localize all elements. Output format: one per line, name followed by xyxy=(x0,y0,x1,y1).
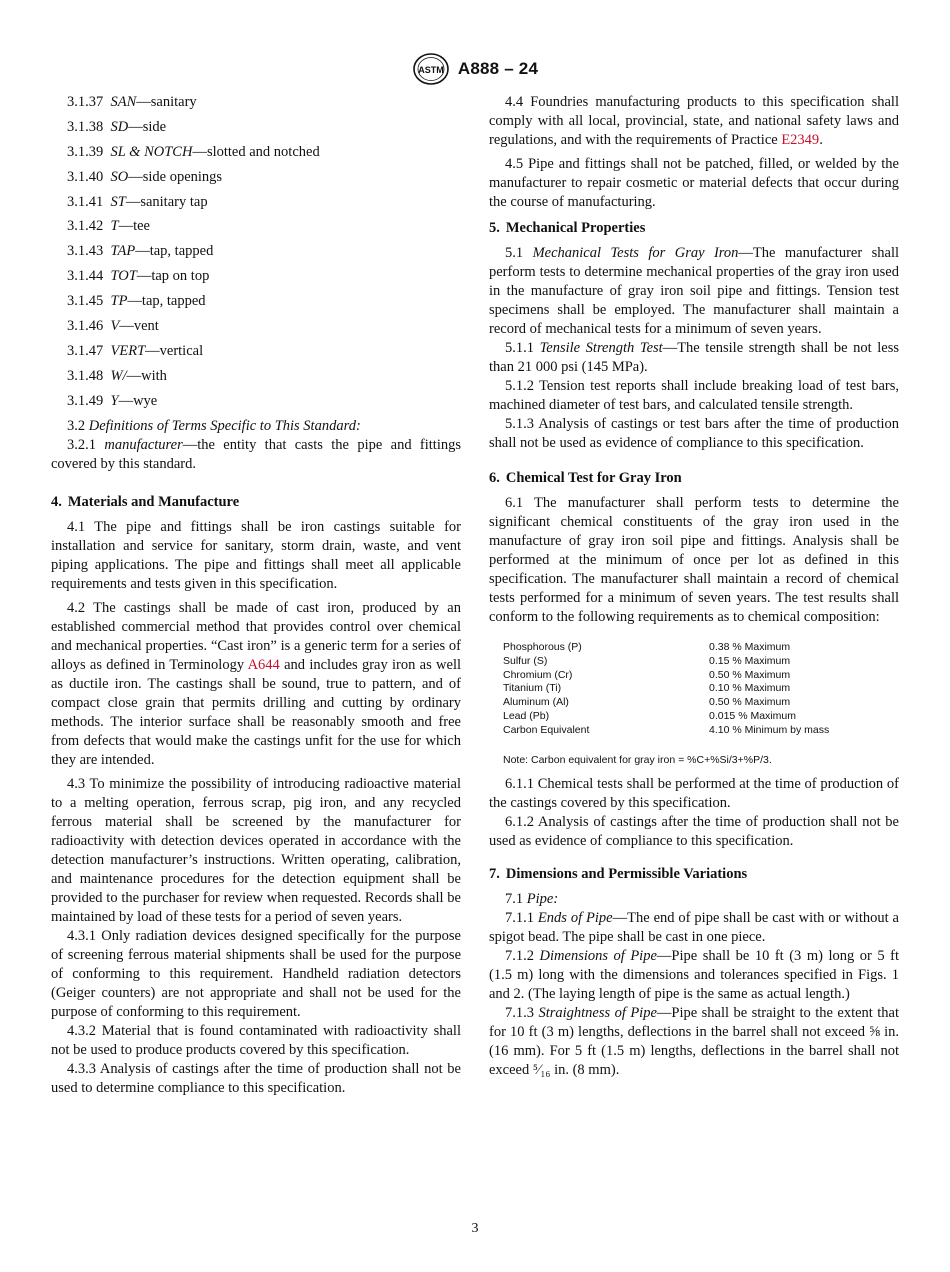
definition-item: 3.1.45 TP—tap, tapped xyxy=(67,293,206,310)
section-7-1: 7.1 Pipe: xyxy=(505,890,559,907)
definition-item: 3.1.43 TAP—tap, tapped xyxy=(67,243,214,260)
element-cell: Chromium (Cr) xyxy=(503,668,573,681)
page-header xyxy=(0,52,950,86)
limit-cell: 0.50 % Maximum xyxy=(709,696,791,709)
left-column xyxy=(51,93,461,1098)
table-row xyxy=(503,669,829,683)
section-4-1: 4.1 The pipe and fittings shall be iron castings suitable for installation and service for sanitary, storm drain, waste, and vent piping applications. The pipe and fittings shall meet all applicable requirements and tests given in this specification. xyxy=(51,518,461,592)
svg-text:ASTM: ASTM xyxy=(418,65,444,75)
limit-cell: 0.50 % Maximum xyxy=(709,668,791,681)
section-5-heading: 5. Mechanical Properties xyxy=(489,220,646,236)
element-cell: Aluminum (Al) xyxy=(503,696,569,709)
section-5-1-3: 5.1.3 Analysis of castings or test bars after the time of production shall not be used as evidence of compliance to this specification. xyxy=(489,416,899,451)
section-4-5: 4.5 Pipe and fittings shall not be patched, filled, or welded by the manufacturer to repair cosmetic or material defects that occur during the course of manufacturing. xyxy=(489,156,899,210)
section-3-2: 3.2 Definitions of Terms Specific to This Standard: xyxy=(67,417,361,434)
element-cell: Lead (Pb) xyxy=(503,709,550,722)
limit-cell: 4.10 % Minimum by mass xyxy=(709,723,830,736)
table-row xyxy=(503,696,829,710)
table-row xyxy=(503,710,829,724)
limit-cell: 0.38 % Maximum xyxy=(709,641,791,653)
limit-cell: 0.10 % Maximum xyxy=(709,682,791,695)
section-6-heading: 6. Chemical Test for Gray Iron xyxy=(489,470,682,486)
carbon-equivalent-note: Note: Carbon equivalent for gray iron = %C+%Si/3+%P/3. xyxy=(503,753,772,766)
section-4-4: 4.4 Foundries manufacturing products to this specification shall comply with all local, provincial, state, and national safety laws and regulations, and with the requirements of Practice E2349. xyxy=(489,94,899,148)
section-4-3: 4.3 To minimize the possibility of introducing radioactive material to a melting operation, ferrous scrap, pig iron, and any recycled ferrous material shall be screened by the manufacturer for radioactivity with detection devices operated in accordance with the detection manufacturer’s instructions. Written operating, calibration, and maintenance procedures for the detection equipment shall be provided to the purchaser for review when requested. Records shall be maintained by load of these tests for a period of seven years. xyxy=(51,775,461,925)
section-6-1-2: 6.1.2 Analysis of castings after the time of production shall not be used as evidence of compliance to this specification. xyxy=(489,813,899,849)
section-7-1-2: 7.1.2 Dimensions of Pipe—Pipe shall be 10 ft (3 m) long or 5 ft (1.5 m) long with the dimensions and tolerances specified in Figs. 1 and 2. (The laying length of pipe is the same as actual length.) xyxy=(489,947,900,1002)
section-6-1-1: 6.1.1 Chemical tests shall be performed at the time of production of the castings covered by this specification. xyxy=(489,775,899,811)
section-4-2: 4.2 The castings shall be made of cast iron, produced by an established commercial method that provides control over chemical and mechanical properties. “Cast iron” is a generic term for a series of alloys as defined in Terminology A644 and includes gray iron as well as ductile iron. The castings shall be sound, true to pattern, and of compact close grain that permits drilling and cutting by ordinary methods. The interior surface shall be reasonably smooth and free from defects that would make the castings unfit for the use for which they are intended. xyxy=(51,599,461,768)
definition-item: 3.1.44 TOT—tap on top xyxy=(67,268,210,285)
abbreviation-definitions xyxy=(51,93,461,411)
section-5-1-2: 5.1.2 Tension test reports shall include breaking load of test bars, machined diameter of test bars, and calculated tensile strength. xyxy=(489,378,899,413)
a644-link[interactable]: A644 xyxy=(247,656,280,673)
page-number: 3 xyxy=(471,1221,479,1236)
section-4-3-3: 4.3.3 Analysis of castings after the time of production shall not be used to determine compliance to this specification. xyxy=(51,1060,461,1096)
definition-item: 3.1.48 W/—with xyxy=(67,367,167,384)
standard-designation: A888 – 24 xyxy=(457,59,539,78)
section-6-1: 6.1 The manufacturer shall perform tests to determine the significant chemical constituents of the gray iron used in the manufacture of gray iron soil pipe and fittings. Analysis shall be performed at the minimum of once per lot as defined in this specification. The manufacturer shall maintain a record of chemical tests performed for a minimum of seven years. The test results shall conform to the following requirements as to chemical composition: xyxy=(489,495,899,625)
table-row xyxy=(503,641,829,655)
e2349-link[interactable]: E2349 xyxy=(781,132,820,148)
definition-item: 3.1.46 V—vent xyxy=(67,318,159,335)
astm-logo-icon xyxy=(412,52,450,86)
definition-item: 3.1.42 T—tee xyxy=(67,218,150,235)
table-row xyxy=(503,682,829,696)
table-row xyxy=(503,724,829,738)
section-7-1-1: 7.1.1 Ends of Pipe—The end of pipe shall be cast with or without a spigot bead. The pipe shall be cast in one piece. xyxy=(489,909,899,945)
element-cell: Sulfur (S) xyxy=(503,654,548,667)
element-cell: Titanium (Ti) xyxy=(503,682,562,695)
definition-item: 3.1.38 SD—side xyxy=(67,118,167,135)
element-cell: Phosphorous (P) xyxy=(503,641,582,653)
section-7-1-3: 7.1.3 Straightness of Pipe—Pipe shall be straight to the extent that for 10 ft (3 m) lengths, deflections in the barrel shall not exceed ⅝ in. (16 mm). For 5 ft (1.5 m) lengths, deflections in the barrel shall not exceed ⁵⁄₁₆ in. (8 mm). xyxy=(489,1004,899,1078)
element-cell: Carbon Equivalent xyxy=(503,723,590,736)
right-column xyxy=(489,93,899,1080)
section-5-1: 5.1 Mechanical Tests for Gray Iron—The manufacturer shall perform tests to determine mechanical properties of the gray iron used in the manufacture of gray iron soil pipe and fittings. Tension test specimens shall be employed. The manufacturer shall maintain a record of mechanical tests for a minimum of seven years. xyxy=(489,245,899,337)
definition-item: 3.1.47 VERT—vertical xyxy=(67,342,204,359)
definition-item: 3.1.37 SAN—sanitary xyxy=(67,94,197,110)
section-4-heading: 4. Materials and Manufacture xyxy=(51,493,240,510)
table-row xyxy=(503,655,829,669)
section-4-3-2: 4.3.2 Material that is found contaminated with radioactivity shall not be used to produce products covered by this specification. xyxy=(51,1022,461,1058)
section-5-1-1: 5.1.1 Tensile Strength Test—The tensile strength shall be not less than 21 000 psi (145 MPa). xyxy=(489,340,899,375)
limit-cell: 0.015 % Maximum xyxy=(709,709,796,722)
chemical-requirements-table xyxy=(503,641,829,738)
definition-item: 3.1.39 SL & NOTCH—slotted and notched xyxy=(67,143,320,160)
definition-item: 3.1.49 Y—wye xyxy=(67,392,158,409)
definition-item: 3.1.41 ST—sanitary tap xyxy=(67,193,208,210)
section-3-2-1: 3.2.1 manufacturer—the entity that casts the pipe and fittings covered by this standard. xyxy=(51,436,461,472)
section-4-3-1: 4.3.1 Only radiation devices designed specifically for the purpose of screening ferrous material shipments shall be used for the purpose of conforming to this requirement. Handheld radiation detectors (Geiger counters) are not appropriate and shall not be used for the purpose of conforming to this requirement. xyxy=(51,927,461,1020)
definition-item: 3.1.40 SO—side openings xyxy=(67,168,223,185)
section-7-heading: 7. Dimensions and Permissible Variations xyxy=(489,865,748,882)
limit-cell: 0.15 % Maximum xyxy=(709,654,791,667)
